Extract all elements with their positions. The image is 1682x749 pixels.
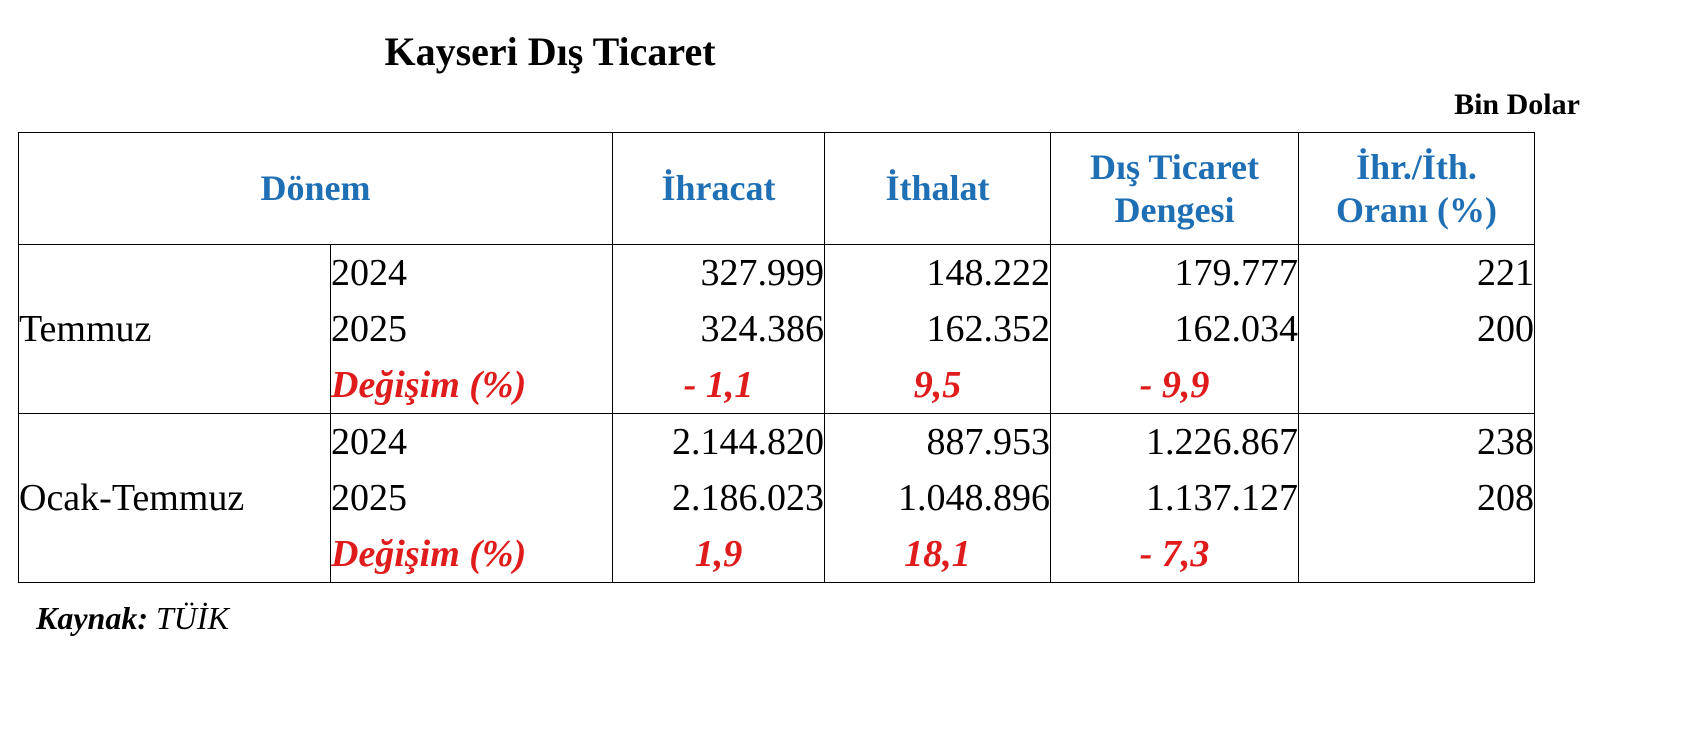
balance-cell: 179.777	[1051, 245, 1299, 302]
change-ratio	[1299, 526, 1535, 583]
change-balance: - 9,9	[1051, 357, 1299, 414]
table-title: Kayseri Dış Ticaret	[384, 29, 716, 74]
change-label: Değişim (%)	[331, 526, 613, 583]
change-ratio	[1299, 357, 1535, 414]
change-imports: 18,1	[825, 526, 1051, 583]
header-ratio	[1299, 133, 1535, 245]
change-exports: 1,9	[613, 526, 825, 583]
period-cell: Ocak-Temmuz	[19, 414, 331, 583]
year-cell: 2025	[331, 470, 613, 526]
year-cell: 2024	[331, 245, 613, 302]
ratio-cell: 221	[1299, 245, 1535, 302]
change-balance: - 7,3	[1051, 526, 1299, 583]
imports-cell: 887.953	[825, 414, 1051, 471]
source-note	[36, 600, 229, 637]
table-row	[19, 245, 1535, 302]
header-ratio-line1: İhr./İth.	[1356, 147, 1477, 188]
trade-table	[18, 132, 1535, 583]
header-ratio-line2: Oranı (%)	[1336, 189, 1497, 230]
header-exports: İhracat	[613, 133, 825, 245]
exports-cell: 2.186.023	[613, 470, 825, 526]
imports-cell: 1.048.896	[825, 470, 1051, 526]
header-balance-line1: Dış Ticaret	[1090, 147, 1259, 188]
exports-cell: 327.999	[613, 245, 825, 302]
header-period: Dönem	[19, 133, 613, 245]
table-row	[19, 414, 1535, 471]
balance-cell: 1.226.867	[1051, 414, 1299, 471]
unit-label: Bin Dolar	[1454, 88, 1580, 121]
balance-cell: 1.137.127	[1051, 470, 1299, 526]
header-balance	[1051, 133, 1299, 245]
balance-cell: 162.034	[1051, 301, 1299, 357]
ratio-cell: 200	[1299, 301, 1535, 357]
change-imports: 9,5	[825, 357, 1051, 414]
exports-cell: 324.386	[613, 301, 825, 357]
exports-cell: 2.144.820	[613, 414, 825, 471]
source-value: TÜİK	[148, 600, 229, 636]
year-cell: 2024	[331, 414, 613, 471]
period-cell: Temmuz	[19, 245, 331, 414]
year-cell: 2025	[331, 301, 613, 357]
change-label: Değişim (%)	[331, 357, 613, 414]
ratio-cell: 208	[1299, 470, 1535, 526]
source-label: Kaynak:	[36, 600, 148, 636]
imports-cell: 162.352	[825, 301, 1051, 357]
imports-cell: 148.222	[825, 245, 1051, 302]
ratio-cell: 238	[1299, 414, 1535, 471]
header-balance-line2: Dengesi	[1114, 189, 1235, 230]
header-imports: İthalat	[825, 133, 1051, 245]
change-exports: - 1,1	[613, 357, 825, 414]
header-row	[19, 133, 1535, 245]
